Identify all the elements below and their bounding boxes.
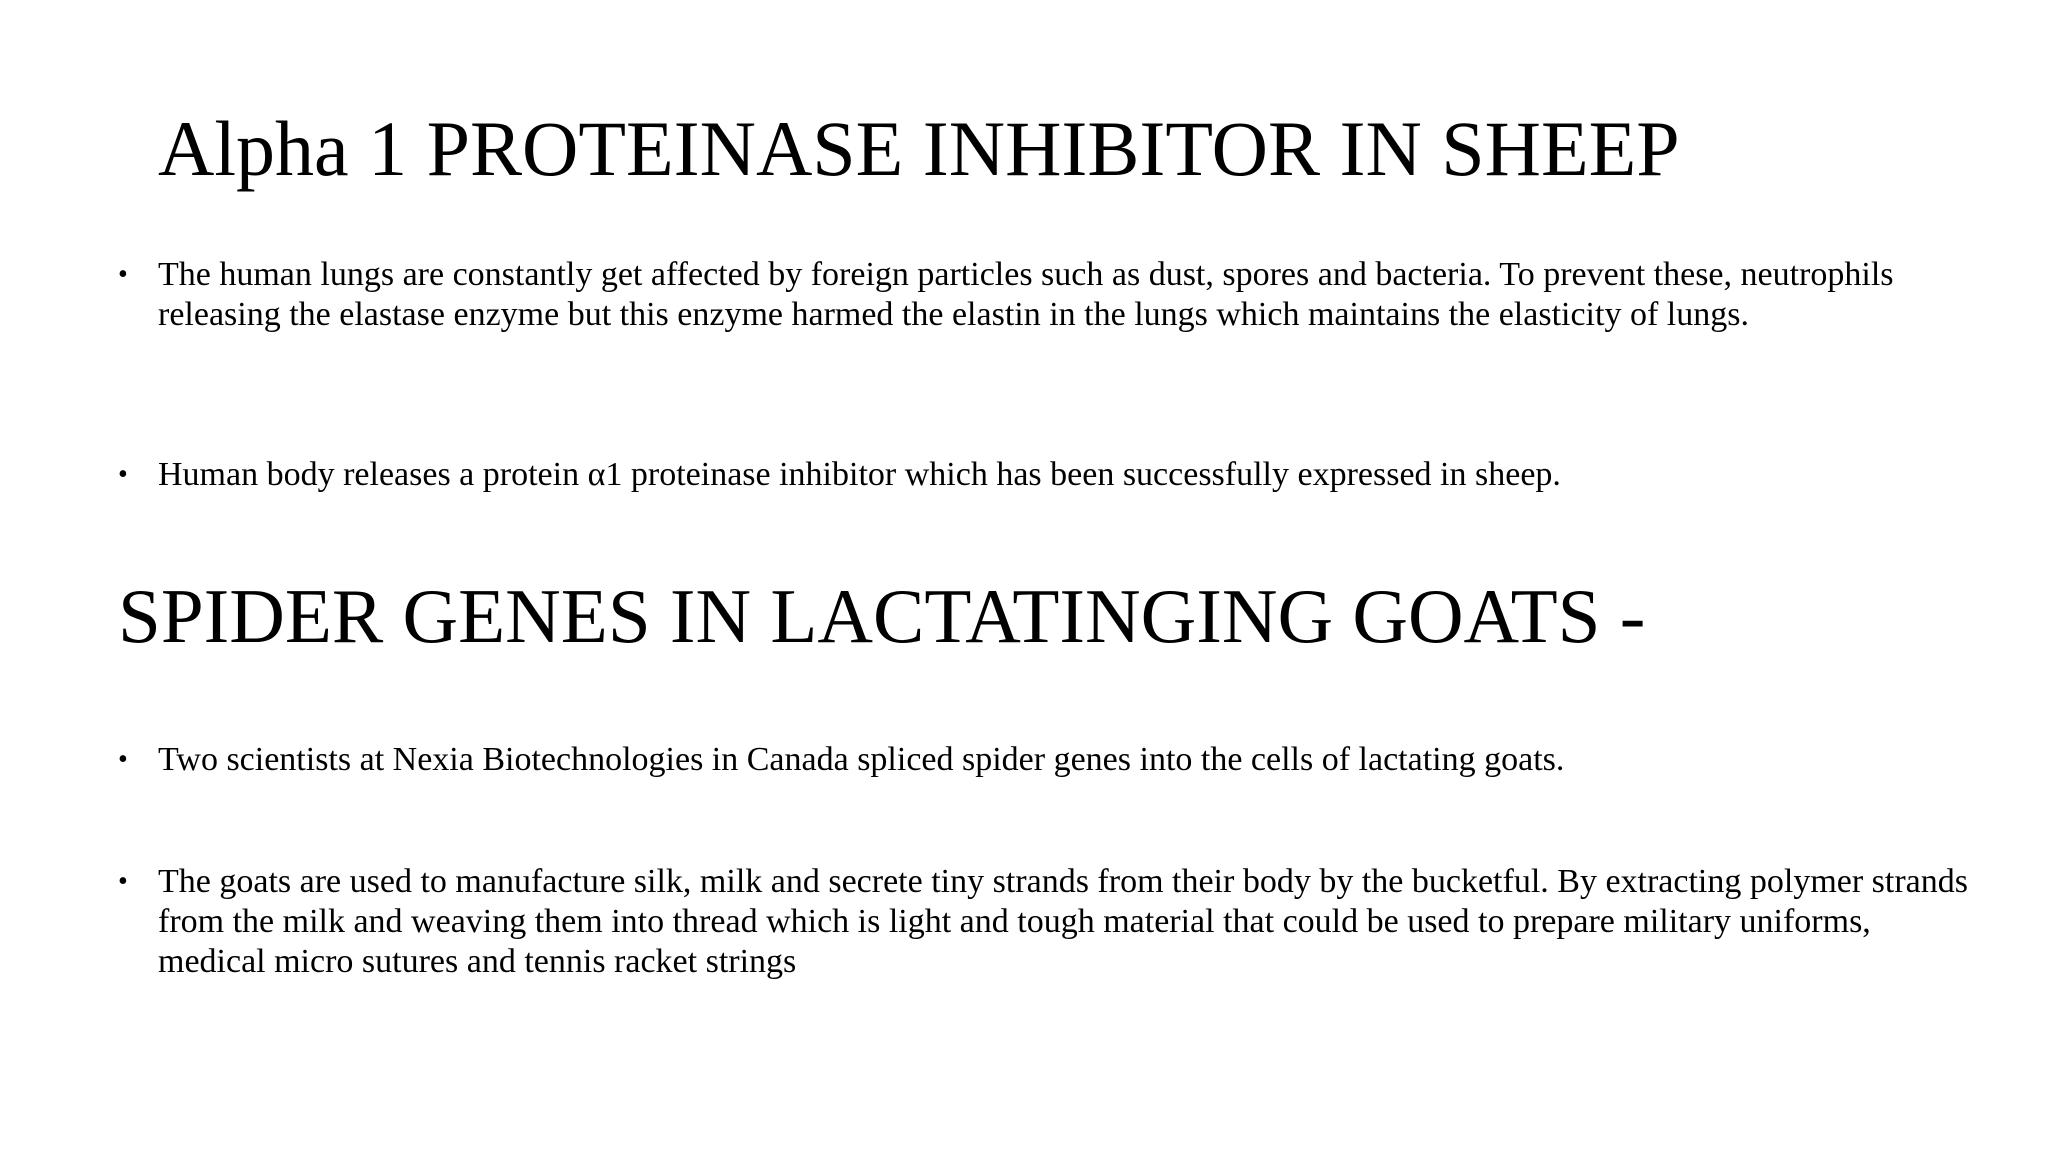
bullet-item (118, 255, 1978, 335)
bullet-text: The goats are used to manufacture silk, milk and secrete tiny strands from their body by the bucketful. By extracting polymer strands from the milk and weaving them into thread which is light and tough material that could be used to prepare military uniforms, medical micro sutures and tennis racket strings (158, 863, 1969, 980)
bullet-dot-icon: • (118, 866, 128, 897)
bullet-text: The human lungs are constantly get affected by foreign particles such as dust, spores and bacteria. To prevent these, neutrophils releasing the elastase enzyme but this enzyme harmed the elastin in the lungs which maintains the elasticity of lungs. (158, 256, 1894, 333)
bullet-item (118, 862, 1978, 982)
section-title-spider-genes: SPIDER GENES IN LACTATINGING GOATS - (118, 573, 1646, 659)
bullet-dot-icon: • (118, 259, 128, 290)
bullet-item (118, 740, 1978, 780)
bullet-dot-icon: • (118, 744, 128, 775)
section-title-alpha1: Alpha 1 PROTEINASE INHIBITOR IN SHEEP (158, 105, 1680, 192)
bullet-text: Two scientists at Nexia Biotechnologies in Canada spliced spider genes into the cells of lactating goats. (158, 741, 1565, 778)
bullet-item (118, 455, 1978, 495)
bullet-dot-icon: • (118, 459, 128, 490)
bullet-text: Human body releases a protein α1 proteinase inhibitor which has been successfully expressed in sheep. (158, 456, 1561, 493)
